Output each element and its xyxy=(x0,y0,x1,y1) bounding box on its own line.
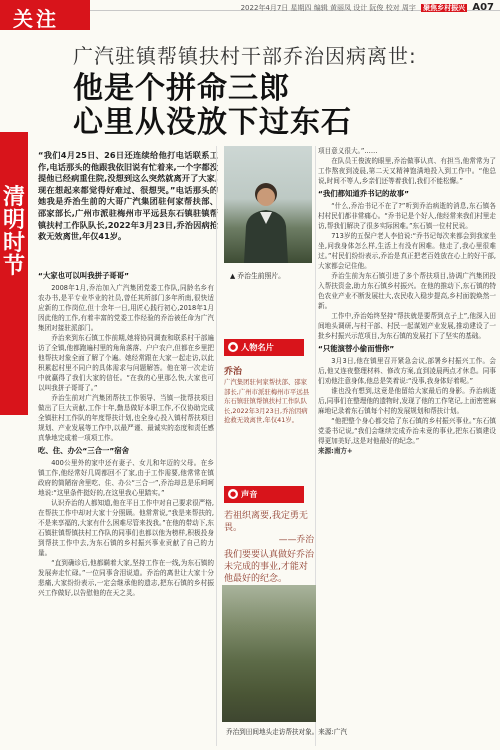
subheading: 吃、住、办公“三合一”宿舍 xyxy=(38,446,130,455)
subheading: “大家也可以叫我拼子哥哥” xyxy=(38,271,130,280)
person-name: 乔治 xyxy=(224,367,243,377)
side-banner xyxy=(0,132,28,415)
paragraph: 工作中,乔治始终坚持“帮扶就是要帮到点子上”,他深入田间地头调研,与村干部、村民一起谋划产业发展,推动建设了一批乡村振兴示范项目,为东石镇的发展打下了坚实的基础。 xyxy=(318,312,496,340)
masthead xyxy=(241,2,494,13)
quote-attribution: ——乔治 xyxy=(278,535,314,545)
headline xyxy=(73,72,352,140)
paragraph: 2008年1月,乔治加入广汽集团党委工作队,同龄名乡有农办书,是平专业毕业的社员,曾任其所部门多年所南,很快适应新的工作岗位,但十余年一日,用匠心践行初心,2018年1月因此他的工作,有着丰富的党委工作经验的乔治被任命为广汽集团对接驻派部门。 xyxy=(38,284,214,332)
photo-caption: 乔治到田间地头走访帮扶对象。来源:广汽 xyxy=(226,728,347,736)
person-silhouette xyxy=(240,176,292,263)
paragraph: 400公里外的家中还有妻子、女儿和年迈的父母。在乡镇工作,他经常好几周都回不了家,由于工作需要,他常常在镇政府的简陋宿舍里吃、住、办公“三合一”,乔治却总是乐呵呵地说:“这里条件挺好的,在这里我心里踏实。” xyxy=(38,459,214,497)
voice-tag xyxy=(224,486,304,503)
paragraph: “他把整个身心都交给了东石镇的乡村振兴事业。”东石镇党委书记说,“我们会继续完成乔治未竟的事业,把东石镇建设得更加美好,这是对他最好的纪念。” xyxy=(318,417,496,445)
profile-tag-label: 人物名片 xyxy=(241,342,274,352)
paragraph: 3月3日,他在镇里召开紧急会议,部署乡村振兴工作。会后,他又连夜整理材料、修改方案,直到凌晨两点才休息。同事们劝他注意身体,他总是笑着说:“没事,我身体好着呢。” xyxy=(318,357,496,385)
masthead-info: 2022年4月7日 星期四 编辑 黄丽凤 设计 阮俊 校对 周宇 xyxy=(240,4,416,12)
article-source: 来源:南方+ xyxy=(318,447,353,455)
paragraph: 乔治生前对广汽集团帮扶工作领导、当镇一批帮扶项目做出了巨大贡献,工作十年,勤恳做好本职工作,不仅协助完成全镇驻村工作队的年度帮扶计划,也全身心投入镇村帮扶项目规划、产业发展等工作中,以最严谨、最诚实的态度和责任感真挚地完成着一项项工作。 xyxy=(38,394,214,442)
voice-tag-label: 声音 xyxy=(241,489,258,499)
paragraph: 乔治生前为东石镇引进了多个帮扶项目,协调广汽集团投入帮扶资金,助力东石镇乡村振兴。在他的推动下,东石镇的特色农业产业不断发展壮大,农民收入稳步提高,乡村面貌焕然一新。 xyxy=(318,272,496,310)
quote-line: 我们要要认真做好乔治未完成的事业,才能对他最好的纪念。 xyxy=(224,550,315,585)
subheading: “我们都知道乔书记的故事” xyxy=(318,189,410,198)
headline-line-1: 他是个拼命三郎 xyxy=(73,71,290,106)
column-divider xyxy=(216,146,217,746)
paragraph: 713岁的五保户老人李伯说:“乔书记每次来都会到我家坐坐,问我身体怎么样,生活上有没有困难。他走了,我心里很难过。”村民们纷纷表示,乔治是真正把老百姓放在心上的好干部,大家都会记住他。 xyxy=(318,232,496,270)
paragraph: 谁也没有想到,这竟是他留给大家最后的身影。乔治病逝后,同事们在整理他的遗物时,发现了他的工作笔记,上面密密麻麻地记录着东石镇每个村的发展规划和帮扶计划。 xyxy=(318,387,496,415)
person-bio: 广汽集团驻何家帮扶部、邵家部长,广州市派驻梅州市平远县东石镇驻镇帮镇扶村工作队队长,2022年3月23日,乔治因病抢救无效离世,年仅41岁。 xyxy=(224,378,310,425)
person-icon: ● xyxy=(229,343,237,351)
article-column-1 xyxy=(38,268,214,748)
section-name: 关注 xyxy=(13,7,59,31)
paragraph: 乔治来到东石镇工作前期,她将协同调查和联系村干部遍访了全镇,他都跑遍村里的角角落落、户户农户,但都在乡里把他帮扶对象全面了解了个遍。她经常跟在大家一起走访,以此积累起村里不同户的具体需求与问题解答。他在第一次走访中就赢得了我们大家的信任。“在我的心里那么快,大家也可以叫我拼子哥哥了。” xyxy=(38,334,214,392)
headline-kicker: 广汽驻镇帮镇扶村干部乔治因病离世: xyxy=(73,44,417,68)
paragraph: 认识乔治的人都知道,他在平日工作中对自己要求很严格,在帮扶工作中却对大家十分照顾。他常常说,“我是来帮扶的,不是来享福的,大家有什么困难尽管来找我。”在他的带动下,东石镇驻镇帮镇扶村工作队的同事们也都以他为榜样,积极投身到帮扶工作中去,为东石镇的乡村振兴事业贡献了自己的力量。 xyxy=(38,499,214,557)
article-column-3 xyxy=(318,146,496,746)
banner-char: 节 xyxy=(2,254,25,279)
paragraph: “什么,乔治书记不在了?”听到乔治病逝的消息,东石镇各村村民们都非常痛心。“乔书记是个好人,他经常来我们村里走访,帮我们解决了很多实际困难。”东石镇一位村民说。 xyxy=(318,202,496,230)
banner-char: 清 xyxy=(2,185,25,210)
voice-icon: ● xyxy=(229,490,237,498)
banner-char: 明 xyxy=(2,208,25,233)
quote-line: 若祖织离要,我定勇无畏。 xyxy=(224,511,308,533)
paragraph: 在队员王俊波的眼里,乔治做事认真、有担当,他常常为了工作熬夜到凌晨,第二天又精神饱满地投入到工作中。“他总说,时间不等人,乡亲们还等着我们,我们不能松懈。” xyxy=(318,157,496,185)
banner-char: 时 xyxy=(2,231,25,256)
subheading: “只能演替小偷而惜你” xyxy=(318,344,395,353)
paragraph: 项目意义很大。”…… xyxy=(318,147,378,155)
lead-paragraph: “我们4月25日、26日还连续给他打电话联系工作,电话那头的他跟我依旧说有忙着来,一个字都没提他已经病重住院,没想到这么突然就离开了大家,现在想起来都觉得好难过、很想哭。”电话那头的她我是乔治生前的大哥广汽集团驻何家帮扶部、邵家部长,广州市派驻梅州市平远县东石镇驻镇帮镇扶村工作队队长,2022年3月23日,乔治因病抢救无效离世,年仅41岁。 xyxy=(38,150,218,242)
headline-line-2: 心里从没放下过东石 xyxy=(73,105,352,140)
photo-caption: ▲ 乔治生前照片。 xyxy=(230,272,285,280)
profile-tag xyxy=(224,339,304,356)
paragraph: “直到确诊后,他都瞒着大家,坚持工作在一线,为东石镇的发展奔走忙碌。”一位同事含泪说道。乔治的离世让大家十分悲痛,大家纷纷表示,一定会继承他的遗志,把东石镇的乡村振兴工作做好,以告慰他的在天之灵。 xyxy=(38,559,214,597)
masthead-column-tag: 聚焦乡村振兴 xyxy=(423,4,466,12)
page-number: A07 xyxy=(472,2,494,13)
field-photo xyxy=(222,585,316,722)
